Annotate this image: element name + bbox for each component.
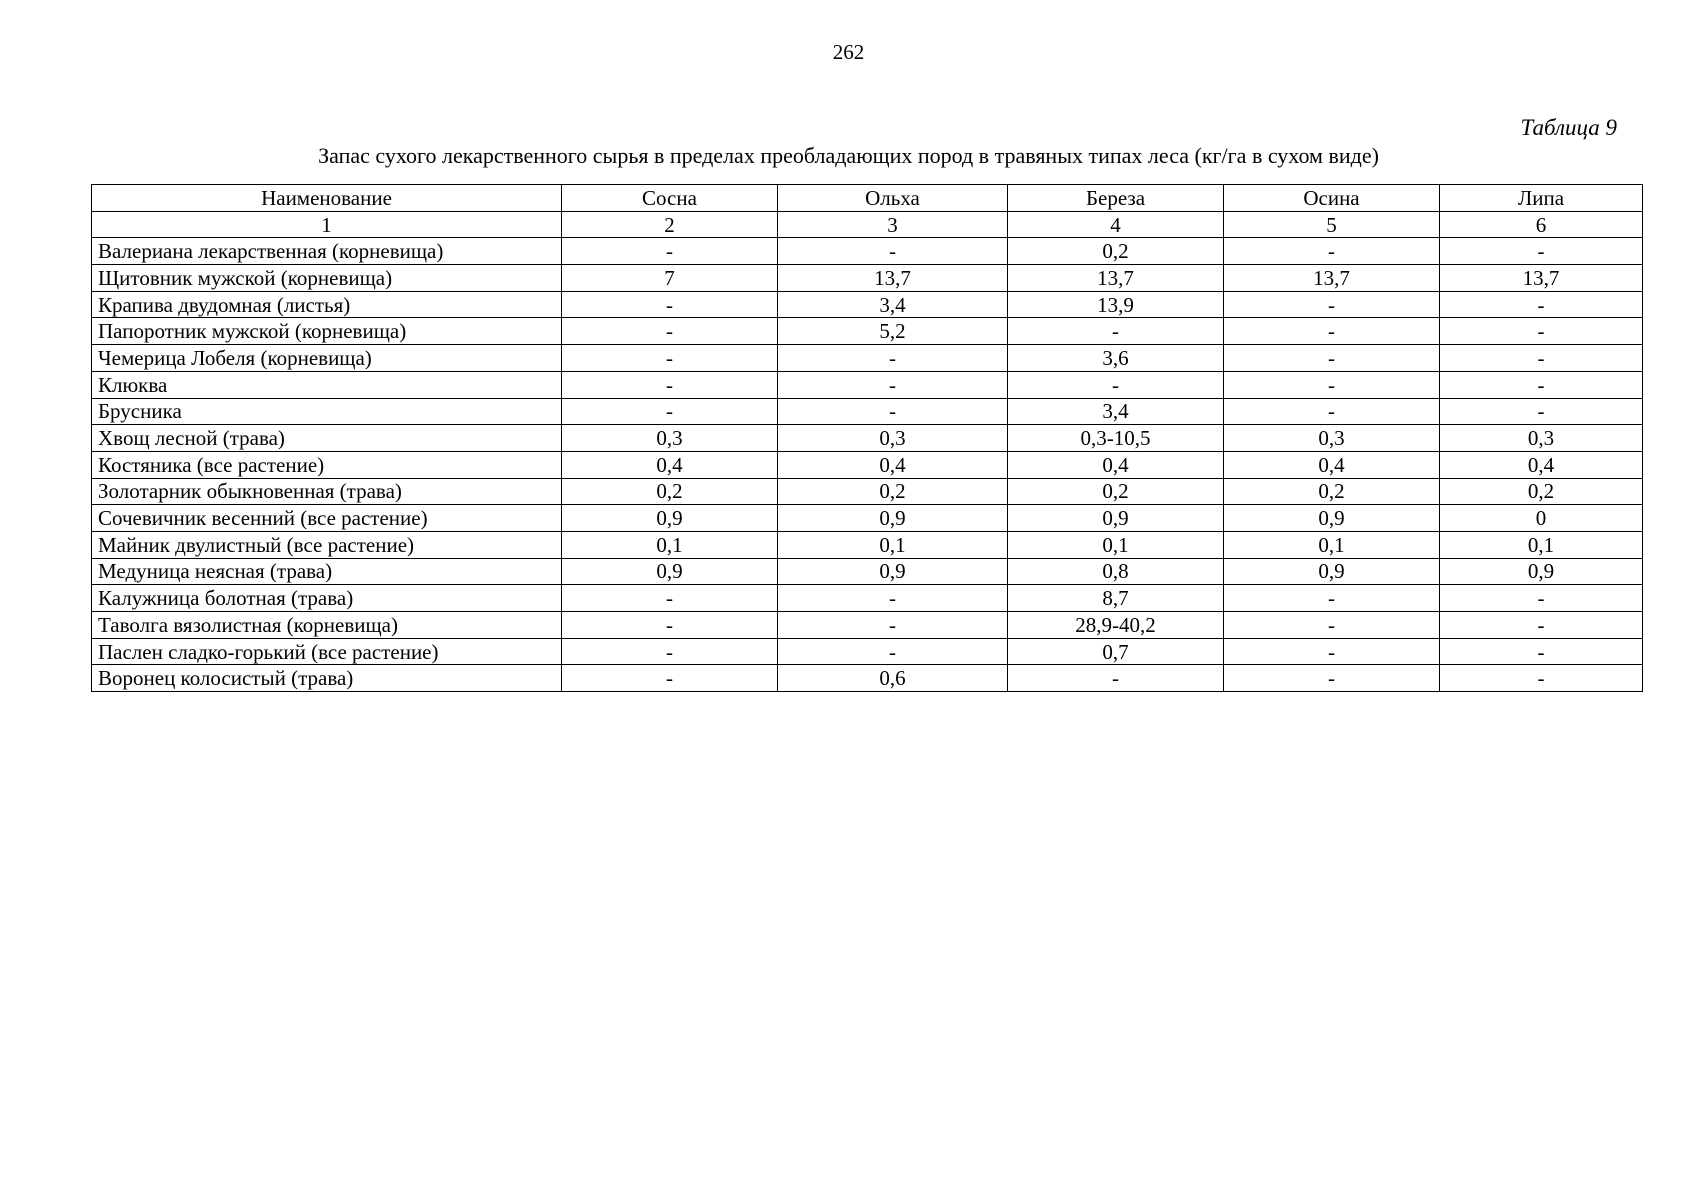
table-row	[92, 478, 1643, 505]
cell-lipa: -	[1440, 665, 1643, 692]
cell-olkha: -	[778, 638, 1008, 665]
cell-sosna: -	[562, 585, 778, 612]
cell-osina: 0,3	[1224, 425, 1440, 452]
cell-osina: 0,2	[1224, 478, 1440, 505]
cell-lipa: 0,3	[1440, 425, 1643, 452]
cell-name: Крапива двудомная (листья)	[92, 291, 562, 318]
cell-osina: -	[1224, 398, 1440, 425]
cell-osina: -	[1224, 318, 1440, 345]
cell-sosna: -	[562, 371, 778, 398]
cell-name: Сочевичник весенний (все растение)	[92, 505, 562, 532]
cell-name: Медуница неясная (трава)	[92, 558, 562, 585]
cell-olkha: 0,4	[778, 451, 1008, 478]
cell-osina: 0,1	[1224, 531, 1440, 558]
cell-bereza: 3,6	[1008, 345, 1224, 372]
cell-bereza: -	[1008, 318, 1224, 345]
cell-bereza: -	[1008, 371, 1224, 398]
table-label: Таблица 9	[1520, 115, 1617, 140]
table-row	[92, 238, 1643, 265]
cell-bereza: -	[1008, 665, 1224, 692]
table-row	[92, 612, 1643, 639]
cell-bereza: 28,9-40,2	[1008, 612, 1224, 639]
cell-osina: 0,9	[1224, 505, 1440, 532]
cell-bereza: 13,7	[1008, 265, 1224, 292]
cell-sosna: -	[562, 291, 778, 318]
cell-sosna: 0,3	[562, 425, 778, 452]
cell-olkha: 0,2	[778, 478, 1008, 505]
table-row	[92, 585, 1643, 612]
column-header-lipa: Липа	[1440, 185, 1643, 212]
cell-lipa: 0,9	[1440, 558, 1643, 585]
column-number: 5	[1224, 211, 1440, 238]
cell-sosna: -	[562, 665, 778, 692]
column-number: 4	[1008, 211, 1224, 238]
cell-osina: -	[1224, 585, 1440, 612]
cell-sosna: 0,9	[562, 505, 778, 532]
table-row	[92, 265, 1643, 292]
table-row	[92, 425, 1643, 452]
table-row	[92, 505, 1643, 532]
cell-olkha: -	[778, 345, 1008, 372]
cell-sosna: -	[562, 345, 778, 372]
cell-lipa: -	[1440, 612, 1643, 639]
cell-olkha: -	[778, 585, 1008, 612]
table-row	[92, 665, 1643, 692]
cell-name: Брусника	[92, 398, 562, 425]
cell-sosna: -	[562, 612, 778, 639]
cell-lipa: -	[1440, 585, 1643, 612]
header-row	[92, 185, 1643, 212]
cell-osina: 13,7	[1224, 265, 1440, 292]
cell-name: Калужница болотная (трава)	[92, 585, 562, 612]
table-row	[92, 345, 1643, 372]
cell-bereza: 0,2	[1008, 478, 1224, 505]
cell-name: Щитовник мужской (корневища)	[92, 265, 562, 292]
cell-olkha: 3,4	[778, 291, 1008, 318]
cell-olkha: -	[778, 612, 1008, 639]
cell-name: Паслен сладко-горький (все растение)	[92, 638, 562, 665]
cell-olkha: 0,9	[778, 505, 1008, 532]
cell-sosna: -	[562, 638, 778, 665]
cell-osina: -	[1224, 345, 1440, 372]
cell-bereza: 0,2	[1008, 238, 1224, 265]
cell-bereza: 13,9	[1008, 291, 1224, 318]
cell-bereza: 3,4	[1008, 398, 1224, 425]
data-table	[91, 184, 1643, 692]
cell-olkha: -	[778, 371, 1008, 398]
column-header-name: Наименование	[92, 185, 562, 212]
cell-olkha: 0,1	[778, 531, 1008, 558]
column-number: 2	[562, 211, 778, 238]
column-number: 1	[92, 211, 562, 238]
table-row	[92, 398, 1643, 425]
cell-lipa: 0	[1440, 505, 1643, 532]
cell-osina: -	[1224, 371, 1440, 398]
cell-sosna: -	[562, 318, 778, 345]
cell-olkha: 13,7	[778, 265, 1008, 292]
cell-lipa: 0,2	[1440, 478, 1643, 505]
cell-olkha: 5,2	[778, 318, 1008, 345]
cell-lipa: 13,7	[1440, 265, 1643, 292]
cell-sosna: 0,2	[562, 478, 778, 505]
table-row	[92, 451, 1643, 478]
column-number-row	[92, 211, 1643, 238]
cell-name: Хвощ лесной (трава)	[92, 425, 562, 452]
cell-olkha: 0,6	[778, 665, 1008, 692]
column-number: 6	[1440, 211, 1643, 238]
cell-sosna: 7	[562, 265, 778, 292]
cell-bereza: 0,7	[1008, 638, 1224, 665]
cell-osina: -	[1224, 612, 1440, 639]
column-header-sosna: Сосна	[562, 185, 778, 212]
cell-lipa: 0,1	[1440, 531, 1643, 558]
cell-name: Чемерица Лобеля (корневища)	[92, 345, 562, 372]
cell-name: Майник двулистный (все растение)	[92, 531, 562, 558]
table-row	[92, 638, 1643, 665]
cell-bereza: 8,7	[1008, 585, 1224, 612]
cell-osina: -	[1224, 238, 1440, 265]
column-header-olkha: Ольха	[778, 185, 1008, 212]
page-number: 262	[832, 40, 865, 64]
cell-bereza: 0,8	[1008, 558, 1224, 585]
cell-lipa: -	[1440, 345, 1643, 372]
cell-olkha: 0,3	[778, 425, 1008, 452]
column-header-osina: Осина	[1224, 185, 1440, 212]
cell-name: Таволга вязолистная (корневища)	[92, 612, 562, 639]
cell-olkha: -	[778, 398, 1008, 425]
cell-osina: 0,9	[1224, 558, 1440, 585]
cell-lipa: -	[1440, 238, 1643, 265]
cell-lipa: -	[1440, 398, 1643, 425]
cell-name: Костяника (все растение)	[92, 451, 562, 478]
table-row	[92, 558, 1643, 585]
cell-bereza: 0,9	[1008, 505, 1224, 532]
cell-osina: -	[1224, 638, 1440, 665]
table-row	[92, 371, 1643, 398]
cell-bereza: 0,3-10,5	[1008, 425, 1224, 452]
cell-lipa: 0,4	[1440, 451, 1643, 478]
cell-lipa: -	[1440, 638, 1643, 665]
column-number: 3	[778, 211, 1008, 238]
cell-bereza: 0,1	[1008, 531, 1224, 558]
cell-sosna: 0,1	[562, 531, 778, 558]
cell-sosna: -	[562, 398, 778, 425]
cell-lipa: -	[1440, 318, 1643, 345]
cell-osina: -	[1224, 291, 1440, 318]
cell-sosna: 0,4	[562, 451, 778, 478]
cell-sosna: 0,9	[562, 558, 778, 585]
table-row	[92, 318, 1643, 345]
cell-lipa: -	[1440, 371, 1643, 398]
column-header-bereza: Береза	[1008, 185, 1224, 212]
cell-osina: 0,4	[1224, 451, 1440, 478]
cell-osina: -	[1224, 665, 1440, 692]
cell-name: Папоротник мужской (корневища)	[92, 318, 562, 345]
cell-name: Валериана лекарственная (корневища)	[92, 238, 562, 265]
cell-name: Клюква	[92, 371, 562, 398]
table-row	[92, 291, 1643, 318]
cell-name: Воронец колосистый (трава)	[92, 665, 562, 692]
cell-olkha: 0,9	[778, 558, 1008, 585]
cell-olkha: -	[778, 238, 1008, 265]
cell-sosna: -	[562, 238, 778, 265]
table-title: Запас сухого лекарственного сырья в пределах преобладающих пород в травяных типах леса (кг/га в сухом виде)	[318, 143, 1379, 168]
cell-lipa: -	[1440, 291, 1643, 318]
cell-name: Золотарник обыкновенная (трава)	[92, 478, 562, 505]
table-row	[92, 531, 1643, 558]
cell-bereza: 0,4	[1008, 451, 1224, 478]
